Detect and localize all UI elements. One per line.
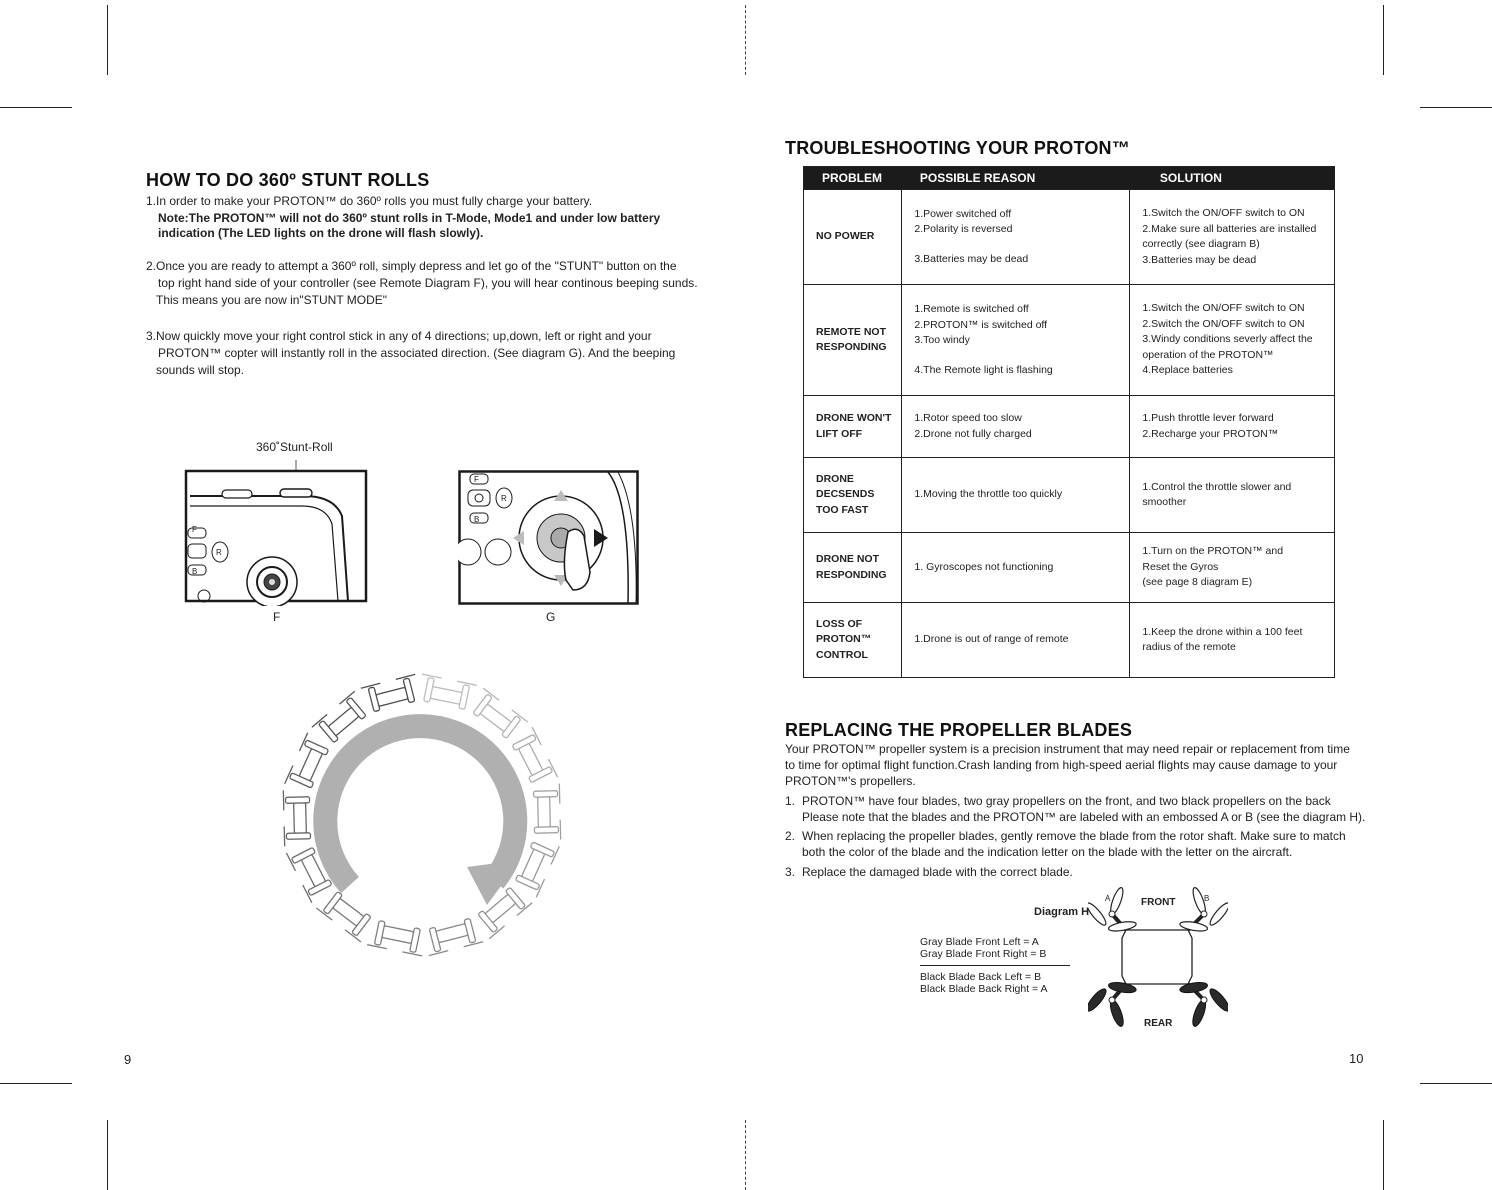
item-1-number: 1.: [785, 794, 796, 808]
drone-silhouette: [417, 674, 477, 711]
crop-mark: [745, 1120, 746, 1190]
solution-cell: [1130, 533, 1335, 603]
cell-line: 2.Recharge your PROTON™: [1142, 427, 1279, 440]
table-row: [804, 603, 1335, 678]
cell-line: 2.Switch the ON/OFF switch to ON: [1142, 317, 1305, 330]
cell-line: RESPONDING: [816, 568, 887, 581]
note-line-1: Note:The PROTON™ will not do 360º stunt rolls in T-Mode, Mode1 and under low battery: [158, 211, 661, 225]
drone-silhouette: [316, 887, 376, 942]
crop-mark: [107, 1120, 108, 1190]
crop-mark: [745, 5, 746, 75]
controller-button-g-f: F: [474, 475, 479, 484]
cell-line: operation of the PROTON™: [1142, 348, 1274, 361]
crop-mark: [1383, 5, 1384, 75]
reason-cell: [902, 603, 1130, 678]
crop-mark: [0, 107, 72, 108]
drone-silhouette: [283, 790, 310, 847]
problem-cell: [804, 458, 902, 533]
reason-cell: [902, 458, 1130, 533]
step-3-line-1: 3.Now quickly move your right control stick in any of 4 directions; up,down, left or right and your: [146, 329, 652, 343]
table-row: [804, 533, 1335, 603]
step-1: 1.In order to make your PROTON™ do 360º rolls you must fully charge your battery.: [146, 194, 593, 208]
note-line-2: indication (The LED lights on the drone will flash slowly).: [158, 226, 484, 240]
crop-mark: [1420, 107, 1492, 108]
step-2-line-3: This means you are now in"STUNT MODE": [156, 293, 388, 307]
blade-b-label: B: [1204, 894, 1210, 903]
crop-mark: [0, 1083, 72, 1084]
blade-a-label: A: [1105, 894, 1111, 903]
reason-cell: [902, 190, 1130, 285]
stunt-roll-illustration: [262, 655, 582, 975]
remote-diagram-g: [458, 470, 640, 606]
cell-line: Reset the Gyros: [1142, 560, 1219, 573]
table-row: [804, 285, 1335, 396]
troubleshooting-title: TROUBLESHOOTING YOUR PROTON™: [785, 138, 1130, 158]
cell-line: 4.Replace batteries: [1142, 364, 1233, 377]
cell-line: RESPONDING: [816, 341, 887, 353]
drone-silhouette: [422, 917, 483, 956]
cell-line: [914, 349, 1119, 363]
cell-line: 1.Control the throttle slower and: [1142, 480, 1292, 493]
problem-cell: [804, 396, 902, 458]
cell-line: REMOTE NOT: [816, 325, 886, 338]
controller-button-f: F: [192, 525, 197, 534]
item-3-number: 3.: [785, 865, 796, 879]
table-row: [804, 458, 1335, 533]
item-2-number: 2.: [785, 829, 796, 843]
solution-cell: [1130, 458, 1335, 533]
page-number-right: 10: [1349, 1051, 1364, 1066]
controller-button-g-r: R: [501, 494, 507, 503]
cell-line: 1.Power switched off: [914, 207, 1012, 220]
cell-line: 1.Switch the ON/OFF switch to ON: [1142, 207, 1305, 219]
rear-label: REAR: [1144, 1018, 1173, 1029]
solution-cell: [1130, 285, 1335, 396]
table-row: [804, 396, 1335, 458]
cell-line: correctly (see diagram B): [1142, 238, 1260, 250]
reason-cell: [902, 396, 1130, 458]
cell-line: 1.Rotor speed too slow: [914, 412, 1022, 424]
controller-button-r: R: [216, 548, 222, 557]
cell-line: 4.The Remote light is flashing: [914, 363, 1053, 376]
item-2-line-2: both the color of the blade and the indication letter on the blade with the letter on the aircraft.: [802, 845, 1293, 859]
problem-cell: [804, 190, 902, 285]
cell-line: TOO FAST: [816, 503, 869, 516]
cell-line: DRONE: [816, 472, 854, 485]
front-label: FRONT: [1141, 897, 1176, 908]
stunt-roll-title: HOW TO DO 360º STUNT ROLLS: [146, 170, 430, 190]
solution-cell: [1130, 190, 1335, 285]
item-3-line-1: Replace the damaged blade with the correct blade.: [802, 865, 1073, 879]
solution-cell: [1130, 396, 1335, 458]
header-solution: SOLUTION: [1130, 167, 1335, 190]
propeller-title: REPLACING THE PROPELLER BLADES: [785, 720, 1133, 740]
table-header-row: [804, 167, 1335, 190]
cell-line: 3.Batteries may be dead: [914, 252, 1029, 265]
cell-line: NO POWER: [816, 230, 875, 243]
intro-line-1: Your PROTON™ propeller system is a precision instrument that may need repair or replacement from time: [785, 742, 1350, 756]
reason-cell: [902, 533, 1130, 603]
cell-line: DRONE WON'T: [816, 412, 892, 424]
step-2-line-1: 2.Once you are ready to attempt a 360º roll, simply depress and let go of the "STUNT" button on the: [146, 259, 677, 273]
step-3-line-2: PROTON™ copter will instantly roll in the associated direction. (See diagram G). And the beeping: [158, 346, 676, 360]
remote-diagram-f: [184, 456, 370, 606]
cell-line: 1.Turn on the PROTON™ and: [1142, 545, 1284, 558]
diagram-f-label: F: [273, 610, 281, 624]
item-2-line-1: When replacing the propeller blades, gently remove the blade from the rotor shaft. Make sure to match: [802, 829, 1346, 843]
header-problem: PROBLEM: [804, 167, 902, 190]
problem-cell: [804, 285, 902, 396]
cell-line: 1.Push throttle lever forward: [1142, 412, 1274, 424]
cell-line: DECSENDS: [816, 488, 875, 501]
gray-blade-left: Gray Blade Front Left = A: [920, 936, 1039, 948]
cell-line: 1.Keep the drone within a 100 feet: [1142, 625, 1303, 638]
crop-mark: [1420, 1083, 1492, 1084]
table-row: [804, 190, 1335, 285]
black-blade-right: Black Blade Back Right = A: [920, 983, 1048, 995]
step-2-line-2: top right hand side of your controller (see Remote Diagram F), you will hear continous beeping sunds.: [158, 276, 698, 290]
cell-line: 2.PROTON™ is switched off: [914, 318, 1048, 331]
cell-line: 3.Batteries may be dead: [1142, 253, 1257, 266]
controller-button-g-b: B: [474, 515, 480, 524]
step-3-line-3: sounds will stop.: [156, 363, 245, 377]
stunt-roll-label: 360˚Stunt-Roll: [256, 440, 333, 454]
diagram-g-label: G: [546, 610, 556, 624]
gray-blade-right: Gray Blade Front Right = B: [920, 948, 1047, 960]
diagram-h-title: Diagram H: [1034, 906, 1090, 918]
cell-line: LOSS OF: [816, 617, 863, 630]
black-blade-left: Black Blade Back Left = B: [920, 971, 1042, 983]
cell-line: 1.Remote is switched off: [914, 303, 1029, 315]
cell-line: 2.Polarity is reversed: [914, 223, 1013, 236]
cell-line: DRONE NOT: [816, 553, 879, 565]
page-number-left: 9: [124, 1052, 132, 1067]
crop-mark: [107, 5, 108, 75]
cell-line: [914, 238, 1119, 252]
cell-line: radius of the remote: [1142, 641, 1236, 653]
cell-line: 2.Make sure all batteries are installed: [1142, 222, 1317, 235]
cell-line: (see page 8 diagram E): [1142, 576, 1253, 589]
intro-line-2: to time for optimal flight function.Crash landing from high-speed aerial flights may cause damage to your: [785, 758, 1338, 772]
cell-line: 1. Gyroscopes not functioning: [914, 560, 1054, 573]
cell-line: CONTROL: [816, 648, 868, 661]
header-reason: POSSIBLE REASON: [902, 167, 1130, 190]
cell-line: 1.Moving the throttle too quickly: [914, 488, 1063, 501]
cell-line: 3.Too windy: [914, 334, 970, 346]
solution-cell: [1130, 603, 1335, 678]
legend-divider: [920, 965, 1070, 966]
cell-line: 1.Switch the ON/OFF switch to ON: [1142, 302, 1305, 315]
crop-mark: [1383, 1120, 1384, 1190]
cell-line: 1.Drone is out of range of remote: [914, 633, 1069, 646]
controller-button-b: B: [192, 567, 198, 576]
drone-silhouette: [361, 674, 422, 713]
cell-line: smoother: [1142, 496, 1187, 508]
reason-cell: [902, 285, 1130, 396]
drone-silhouette: [533, 784, 560, 841]
intro-line-3: PROTON™'s propellers.: [785, 774, 916, 788]
cell-line: 2.Drone not fully charged: [914, 427, 1032, 440]
item-1-line-2: Please note that the blades and the PROTON™ are labeled with an embossed A or B (see the diagram H).: [802, 810, 1366, 824]
cell-line: PROTON™: [816, 633, 872, 646]
item-1-line-1: PROTON™ have four blades, two gray propellers on the front, and two black propellers on the back: [802, 794, 1331, 808]
troubleshooting-table: [803, 166, 1335, 678]
problem-cell: [804, 533, 902, 603]
cell-line: 3.Windy conditions severly affect the: [1142, 333, 1313, 346]
cell-line: LIFT OFF: [816, 427, 863, 440]
drone-silhouette: [367, 919, 427, 956]
problem-cell: [804, 603, 902, 678]
